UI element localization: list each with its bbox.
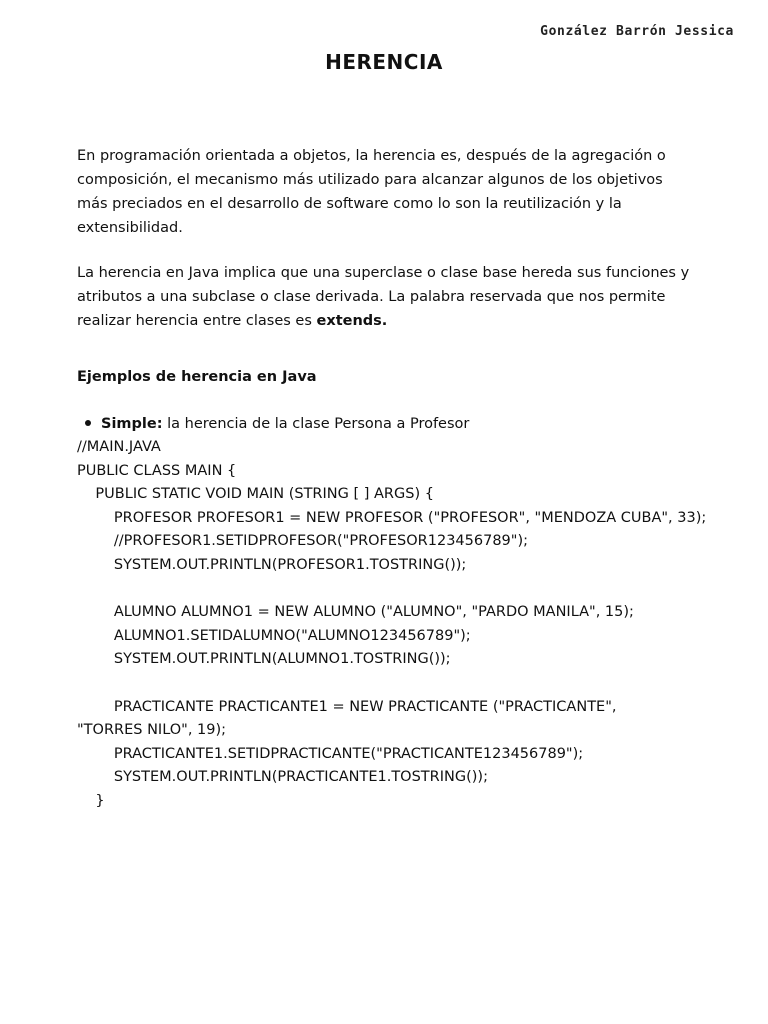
code-line: //PROFESOR1.SETIDPROFESOR("PROFESOR123456789");: [77, 533, 528, 550]
intro-paragraph-2: [77, 261, 697, 333]
code-line: "TORRES NILO", 19);: [77, 722, 227, 739]
author-name: González Barrón Jessica: [540, 24, 734, 39]
bullet-icon: [85, 420, 91, 426]
extends-keyword: extends.: [316, 313, 388, 329]
list-item-simple: [85, 412, 469, 436]
examples-heading: Ejemplos de herencia en Java: [77, 369, 317, 385]
code-line: }: [77, 792, 105, 809]
intro-paragraph-1: En programación orientada a objetos, la herencia es, después de la agregación o composición, el mecanismo más utilizado para alcanzar algunos de los objetivos más preciados en el desarrollo de software como lo son la reutilización y la extensibilidad.: [77, 148, 666, 236]
page-title: HERENCIA: [325, 50, 443, 74]
code-line: SYSTEM.OUT.PRINTLN(ALUMNO1.TOSTRING());: [77, 651, 451, 668]
code-line: ALUMNO1.SETIDALUMNO("ALUMNO123456789");: [77, 627, 471, 644]
code-line: PROFESOR PROFESOR1 = NEW PROFESOR ("PROFESOR", "MENDOZA CUBA", 33);: [77, 509, 707, 526]
code-line: [77, 578, 717, 602]
code-line: [77, 672, 717, 696]
bullet-label: Simple:: [101, 416, 163, 432]
code-line: SYSTEM.OUT.PRINTLN(PROFESOR1.TOSTRING());: [77, 556, 467, 573]
bullet-text: la herencia de la clase Persona a Profesor: [162, 416, 470, 432]
code-line: PUBLIC CLASS MAIN {: [77, 462, 237, 479]
code-line: ALUMNO ALUMNO1 = NEW ALUMNO ("ALUMNO", "PARDO MANILA", 15);: [77, 604, 634, 621]
intro-paragraph-2-text: La herencia en Java implica que una superclase o clase base hereda sus funciones y atributos a una subclase o clase derivada. La palabra reservada que nos permite realizar herencia entre clases es: [77, 265, 690, 329]
code-line: PUBLIC STATIC VOID MAIN (STRING [ ] ARGS) {: [77, 486, 434, 503]
code-line: PRACTICANTE1.SETIDPRACTICANTE("PRACTICANTE123456789");: [77, 745, 584, 762]
code-block: [77, 436, 717, 814]
code-line: PRACTICANTE PRACTICANTE1 = NEW PRACTICANTE ("PRACTICANTE",: [77, 698, 617, 715]
code-line: //MAIN.JAVA: [77, 439, 161, 455]
code-line: SYSTEM.OUT.PRINTLN(PRACTICANTE1.TOSTRING());: [77, 769, 488, 786]
